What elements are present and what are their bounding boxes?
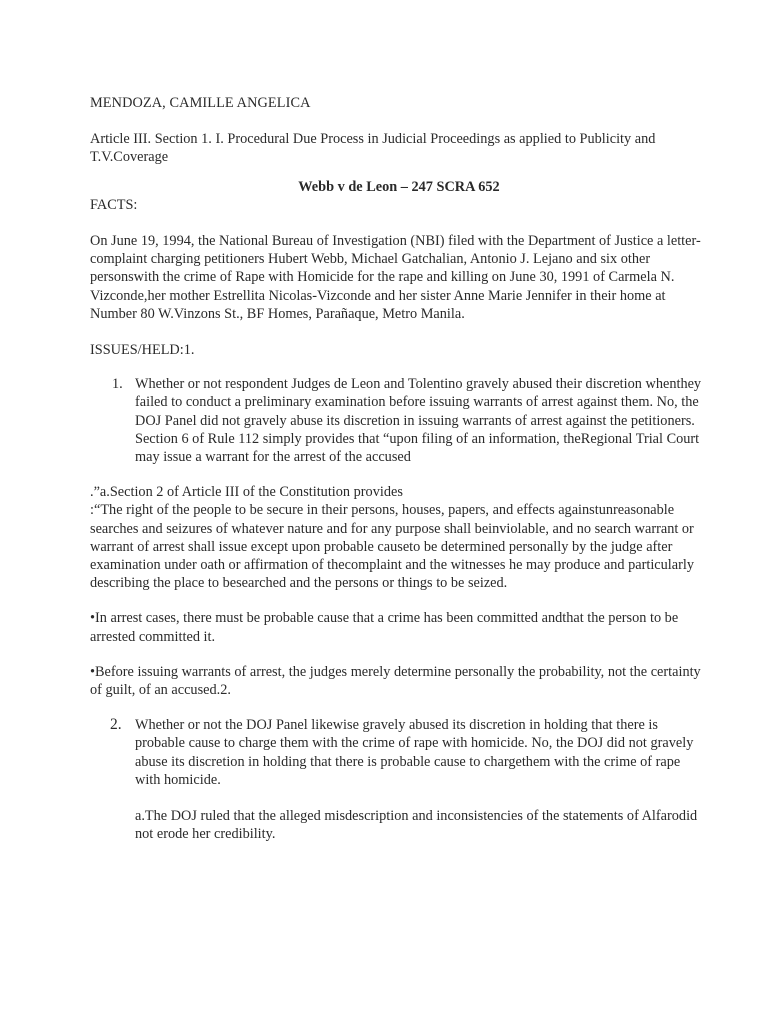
- bullet-arrest-cases: •In arrest cases, there must be probable cause that a crime has been committed andthat the person to be arrested committed it.: [90, 610, 679, 645]
- facts-paragraph: On June 19, 1994, the National Bureau of Investigation (NBI) filed with the Department of Justice a letter-complaint charging petitioners Hubert Webb, Michael Gatchalian, Antonio J. Lejano and six other personswith the crime of Rape with Homicide for the rape and killing on June 30, 1991 of Carmela N. Vizconde,her mother Estrellita Nicolas-Vizconde and her sister Anne Marie Jennifer in their home at Number 80 W.Vinzons St., BF Homes, Parañaque, Metro Manila.: [90, 233, 701, 322]
- constitution-text: :“The right of the people to be secure in their persons, houses, papers, and effects againstunreasonable searches and seizures of whatever nature and for any purpose shall beinviolable, and no search warrant or warrant of arrest shall issue except upon probable causeto be determined personally by the judge after examination under oath or affirmation of thecomplaint and the witnesses he may produce and particularly describing the place to besearched and the persons or things to be seized.: [90, 502, 694, 592]
- issue-1-text: Whether or not respondent Judges de Leon and Tolentino gravely abused their discretion whenthey failed to conduct a preliminary examination before issuing warrants of arrest against them. No, the DOJ Panel did not gravely abuse its discretion in issuing warrants of arrest against the petitioners. Section 6 of Rule 112 simply provides that “upon filing of an information, theRegional Trial Court may issue a warrant for the arrest of the accused: [135, 376, 702, 466]
- author-name: MENDOZA, CAMILLE ANGELICA: [90, 95, 311, 111]
- issue-2-text: Whether or not the DOJ Panel likewise gravely abused its discretion in holding that there is probable cause to charge them with the crime of rape with homicide. No, the DOJ did not gravely abuse its discretion in holding that there is probable cause to chargethem with the crime of rape with homicide.: [135, 717, 694, 788]
- issue-2-number: 2.: [110, 716, 122, 734]
- issues-label: ISSUES/HELD:1.: [90, 342, 195, 359]
- bullet-warrants: •Before issuing warrants of arrest, the judges merely determine personally the probability, not the certainty of guilt, of an accused.2.: [90, 663, 701, 699]
- constitution-intro: .”a.Section 2 of Article III of the Constitution provides: [90, 484, 403, 501]
- issue-1-number: 1.: [112, 376, 123, 393]
- issue-1: [90, 375, 708, 466]
- facts-label: FACTS:: [90, 196, 138, 213]
- constitution-block: [90, 483, 708, 592]
- issue-2-sub-a: a.The DOJ ruled that the alleged misdescription and inconsistencies of the statements of Alfarodid not erode her credibility.: [135, 808, 698, 843]
- case-title: Webb v de Leon – 247 SCRA 652: [298, 178, 500, 195]
- issue-2: [90, 716, 708, 789]
- article-heading: Article III. Section 1. I. Procedural Due Process in Judicial Proceedings as applied to Publicity and T.V.Coverage: [90, 131, 656, 166]
